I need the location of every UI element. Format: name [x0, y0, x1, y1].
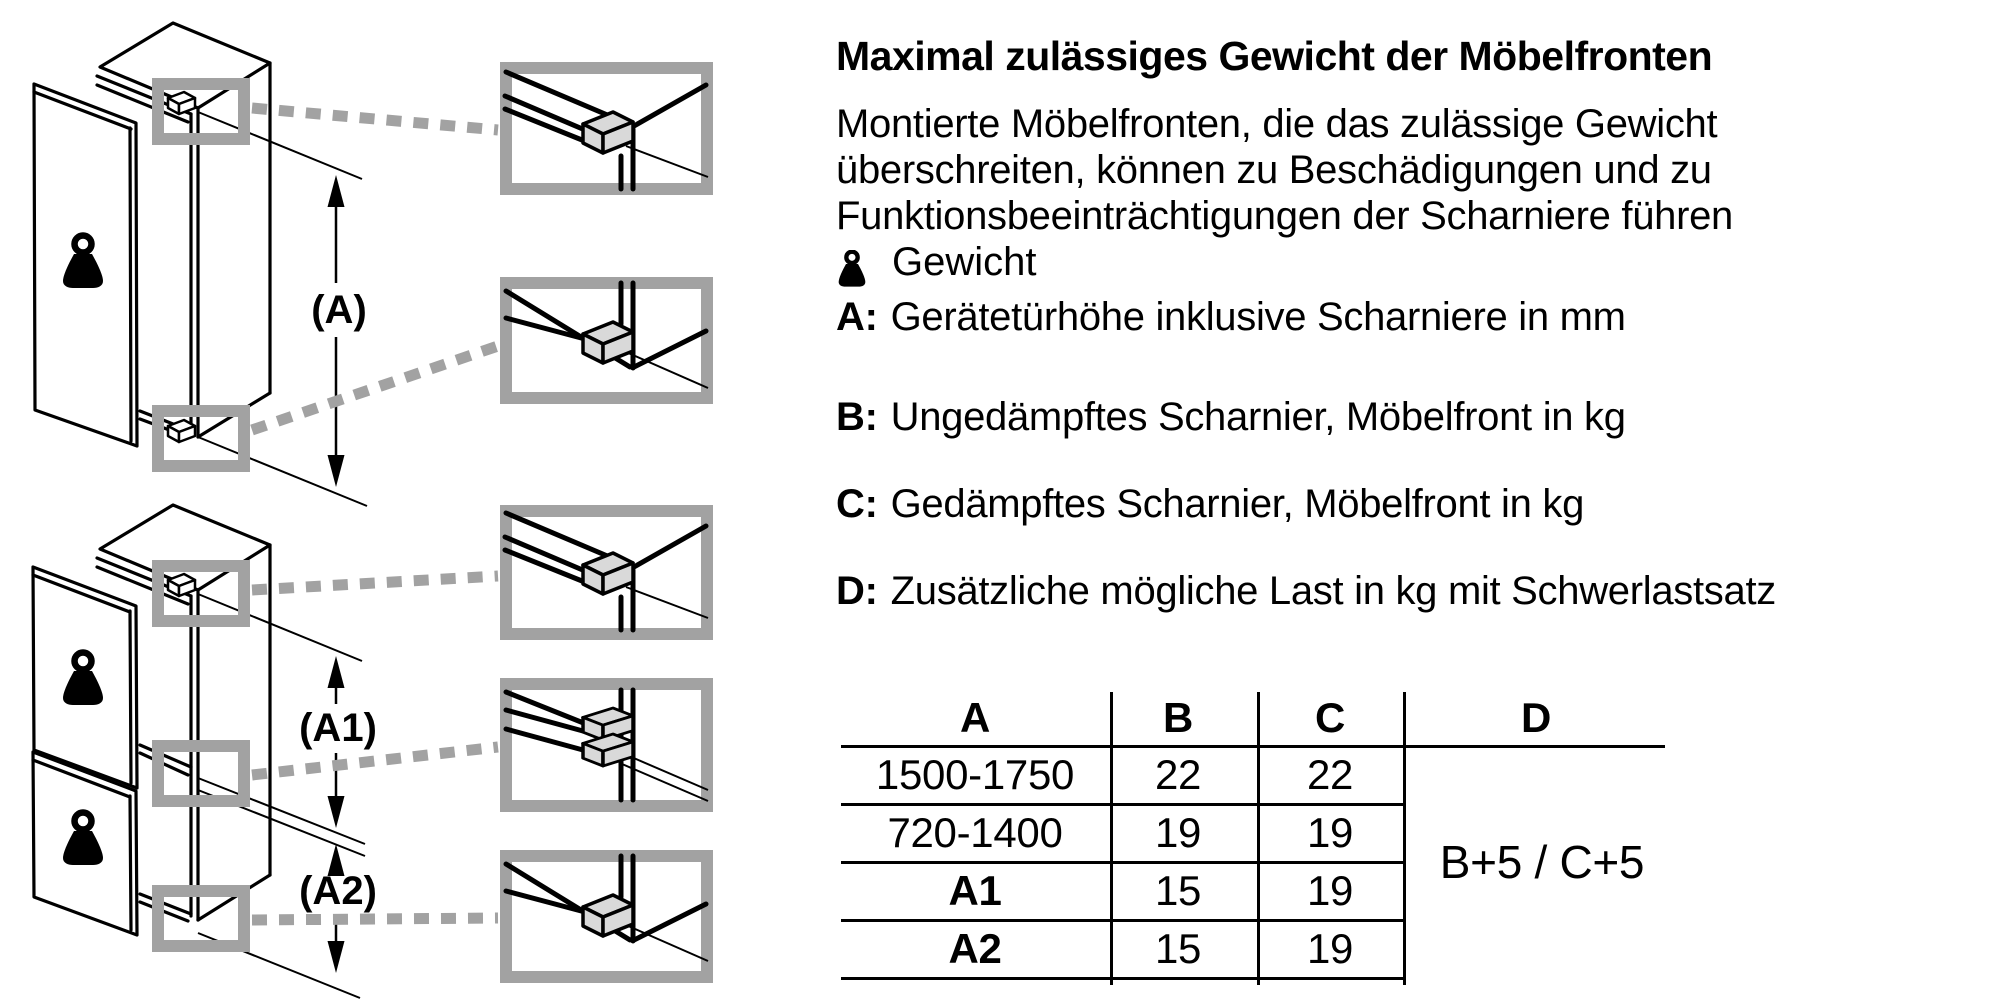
table-header-c: C	[1314, 694, 1346, 741]
table-hline-header	[841, 745, 1665, 748]
table-header-b: B	[1162, 694, 1194, 741]
table-hline-2	[841, 861, 1403, 864]
dimension-arrow-a2	[299, 844, 377, 973]
table-cell-a: A2	[948, 925, 1002, 972]
table-cell-c: 22	[1306, 751, 1354, 798]
table-cell-a: A1	[948, 867, 1002, 914]
table-cell-b: 22	[1154, 751, 1202, 798]
page-title: Maximal zulässiges Gewicht der Möbelfronten	[836, 33, 1713, 80]
legend-d	[836, 568, 1776, 614]
legend-d-text: Zusätzliche mögliche Last in kg mit Schwerlastsatz	[890, 569, 1776, 613]
table-vline-bc	[1257, 692, 1260, 985]
legend-c	[836, 481, 1584, 527]
table-cell-d-merged: B+5 / C+5	[1439, 836, 1645, 888]
hinge-detail-box-5	[506, 856, 708, 977]
table-header-d: D	[1520, 694, 1552, 741]
table-cell-b: 15	[1154, 867, 1202, 914]
legend-d-key: D:	[836, 569, 878, 613]
legend-a-text: Gerätetürhöhe inklusive Scharniere in mm	[890, 295, 1626, 339]
intro-line-3: Funktionsbeeinträchtigungen der Scharniere führen	[836, 194, 1733, 238]
table-hline-bottom	[841, 977, 1403, 980]
hinge-nub-top	[168, 574, 195, 596]
table-vline-cd	[1403, 692, 1406, 985]
hinge-nub-top	[168, 92, 195, 114]
legend-b	[836, 394, 1626, 440]
hinge-detail-box-3	[505, 511, 708, 634]
weight-icon	[837, 250, 867, 288]
callout-connectors	[252, 108, 498, 920]
table-cell-c: 19	[1306, 867, 1354, 914]
table-cell-c: 19	[1306, 925, 1354, 972]
label-a: (A)	[311, 288, 367, 332]
table-cell-a: 720-1400	[887, 809, 1063, 856]
dimension-arrow-a1	[299, 656, 377, 828]
table-header-a: A	[959, 694, 991, 741]
label-a1: (A1)	[299, 706, 377, 750]
legend-b-key: B:	[836, 395, 878, 439]
table-hline-3	[841, 919, 1403, 922]
table-cell-a: 1500-1750	[875, 751, 1075, 798]
table-vline-ab	[1110, 692, 1113, 985]
legend-a	[836, 294, 1626, 340]
table-cell-b: 19	[1154, 809, 1202, 856]
legend-c-text: Gedämpftes Scharnier, Möbelfront in kg	[890, 482, 1585, 526]
label-a2: (A2)	[299, 869, 377, 913]
dimension-arrow-a	[311, 175, 367, 487]
hinge-highlight-combo-middle	[158, 746, 244, 801]
installation-diagram	[0, 0, 780, 1000]
table-hline-1	[841, 803, 1403, 806]
intro-line-2: überschreiten, können zu Beschädigungen und zu	[836, 148, 1712, 192]
hinge-nub-bottom	[168, 420, 195, 442]
legend-c-key: C:	[836, 482, 878, 526]
intro-line-1: Montierte Möbelfronten, die das zulässige Gewicht	[836, 102, 1718, 146]
hinge-detail-box-4	[506, 684, 708, 806]
hinge-detail-box-2	[506, 283, 708, 398]
legend-b-text: Ungedämpftes Scharnier, Möbelfront in kg	[890, 395, 1626, 439]
hinge-detail-box-1	[505, 68, 708, 189]
legend-weight-label: Gewicht	[892, 240, 1037, 284]
table-cell-b: 15	[1154, 925, 1202, 972]
legend-a-key: A:	[836, 295, 878, 339]
table-cell-c: 19	[1306, 809, 1354, 856]
